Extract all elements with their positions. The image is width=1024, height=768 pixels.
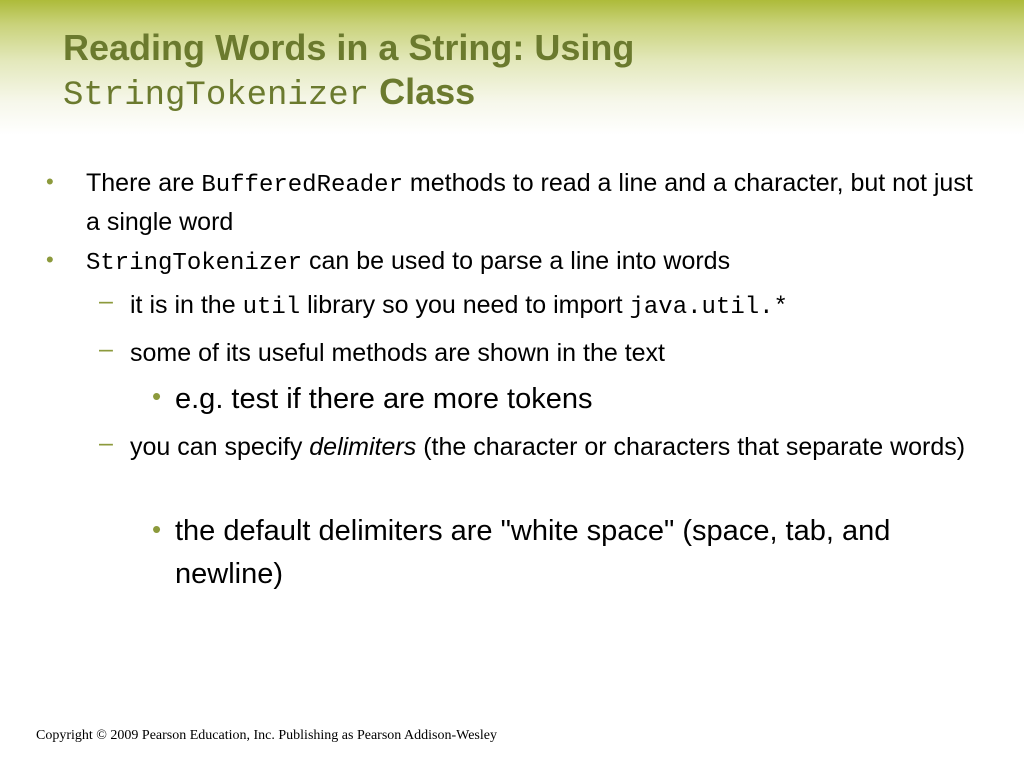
sub-3-text-b: (the character or characters that separate words) <box>416 433 966 461</box>
title-end: Class <box>379 71 476 112</box>
bullet-marker: • <box>46 169 54 194</box>
sub-bullet-item-1 <box>130 287 990 326</box>
bullet-marker: • <box>46 247 54 272</box>
sub-1-code-a: util <box>242 294 301 321</box>
bullet-1-code: BufferedReader <box>201 172 403 199</box>
bullet-marker: • <box>152 381 162 411</box>
sub-1-code-b: java.util.* <box>629 294 788 321</box>
title-line1: Reading Words in a String: Using <box>63 27 635 68</box>
bullet-item-2 <box>86 243 986 282</box>
slide-title <box>63 26 1003 118</box>
copyright-footer: Copyright © 2009 Pearson Education, Inc. Publishing as Pearson Addison-Wesley <box>36 728 497 743</box>
bullet-1-text-b: methods to read a line and a character, but not just a single word <box>86 169 973 236</box>
bullet-marker: • <box>152 514 162 544</box>
sub-3-text-a: you can specify <box>130 433 310 461</box>
dash-marker: – <box>99 287 113 315</box>
bullet-1-text-a: There are <box>86 169 202 197</box>
dash-marker: – <box>99 429 113 457</box>
sub-bullet-item-2 <box>130 335 990 371</box>
dash-marker: – <box>99 335 113 363</box>
sub-2-text-a: some of its useful methods are shown in the text <box>130 339 665 367</box>
sub-1-text-a: it is in the <box>130 291 243 319</box>
sub-3-em: delimiters <box>309 433 417 461</box>
bullet-2-text-b: can be used to parse a line into words <box>302 247 731 275</box>
bullet-2-code: StringTokenizer <box>86 250 303 277</box>
sub-bullet-item-3 <box>130 429 970 465</box>
sub-sub-bullet-item-1: e.g. test if there are more tokens <box>175 383 593 415</box>
sub-sub-bullet-item-2: the default delimiters are "white space" (space, tab, and newline) <box>175 515 891 590</box>
sub-1-text-b: library so you need to import <box>300 291 630 319</box>
title-code: StringTokenizer <box>63 77 370 115</box>
bullet-item-1 <box>86 165 986 240</box>
